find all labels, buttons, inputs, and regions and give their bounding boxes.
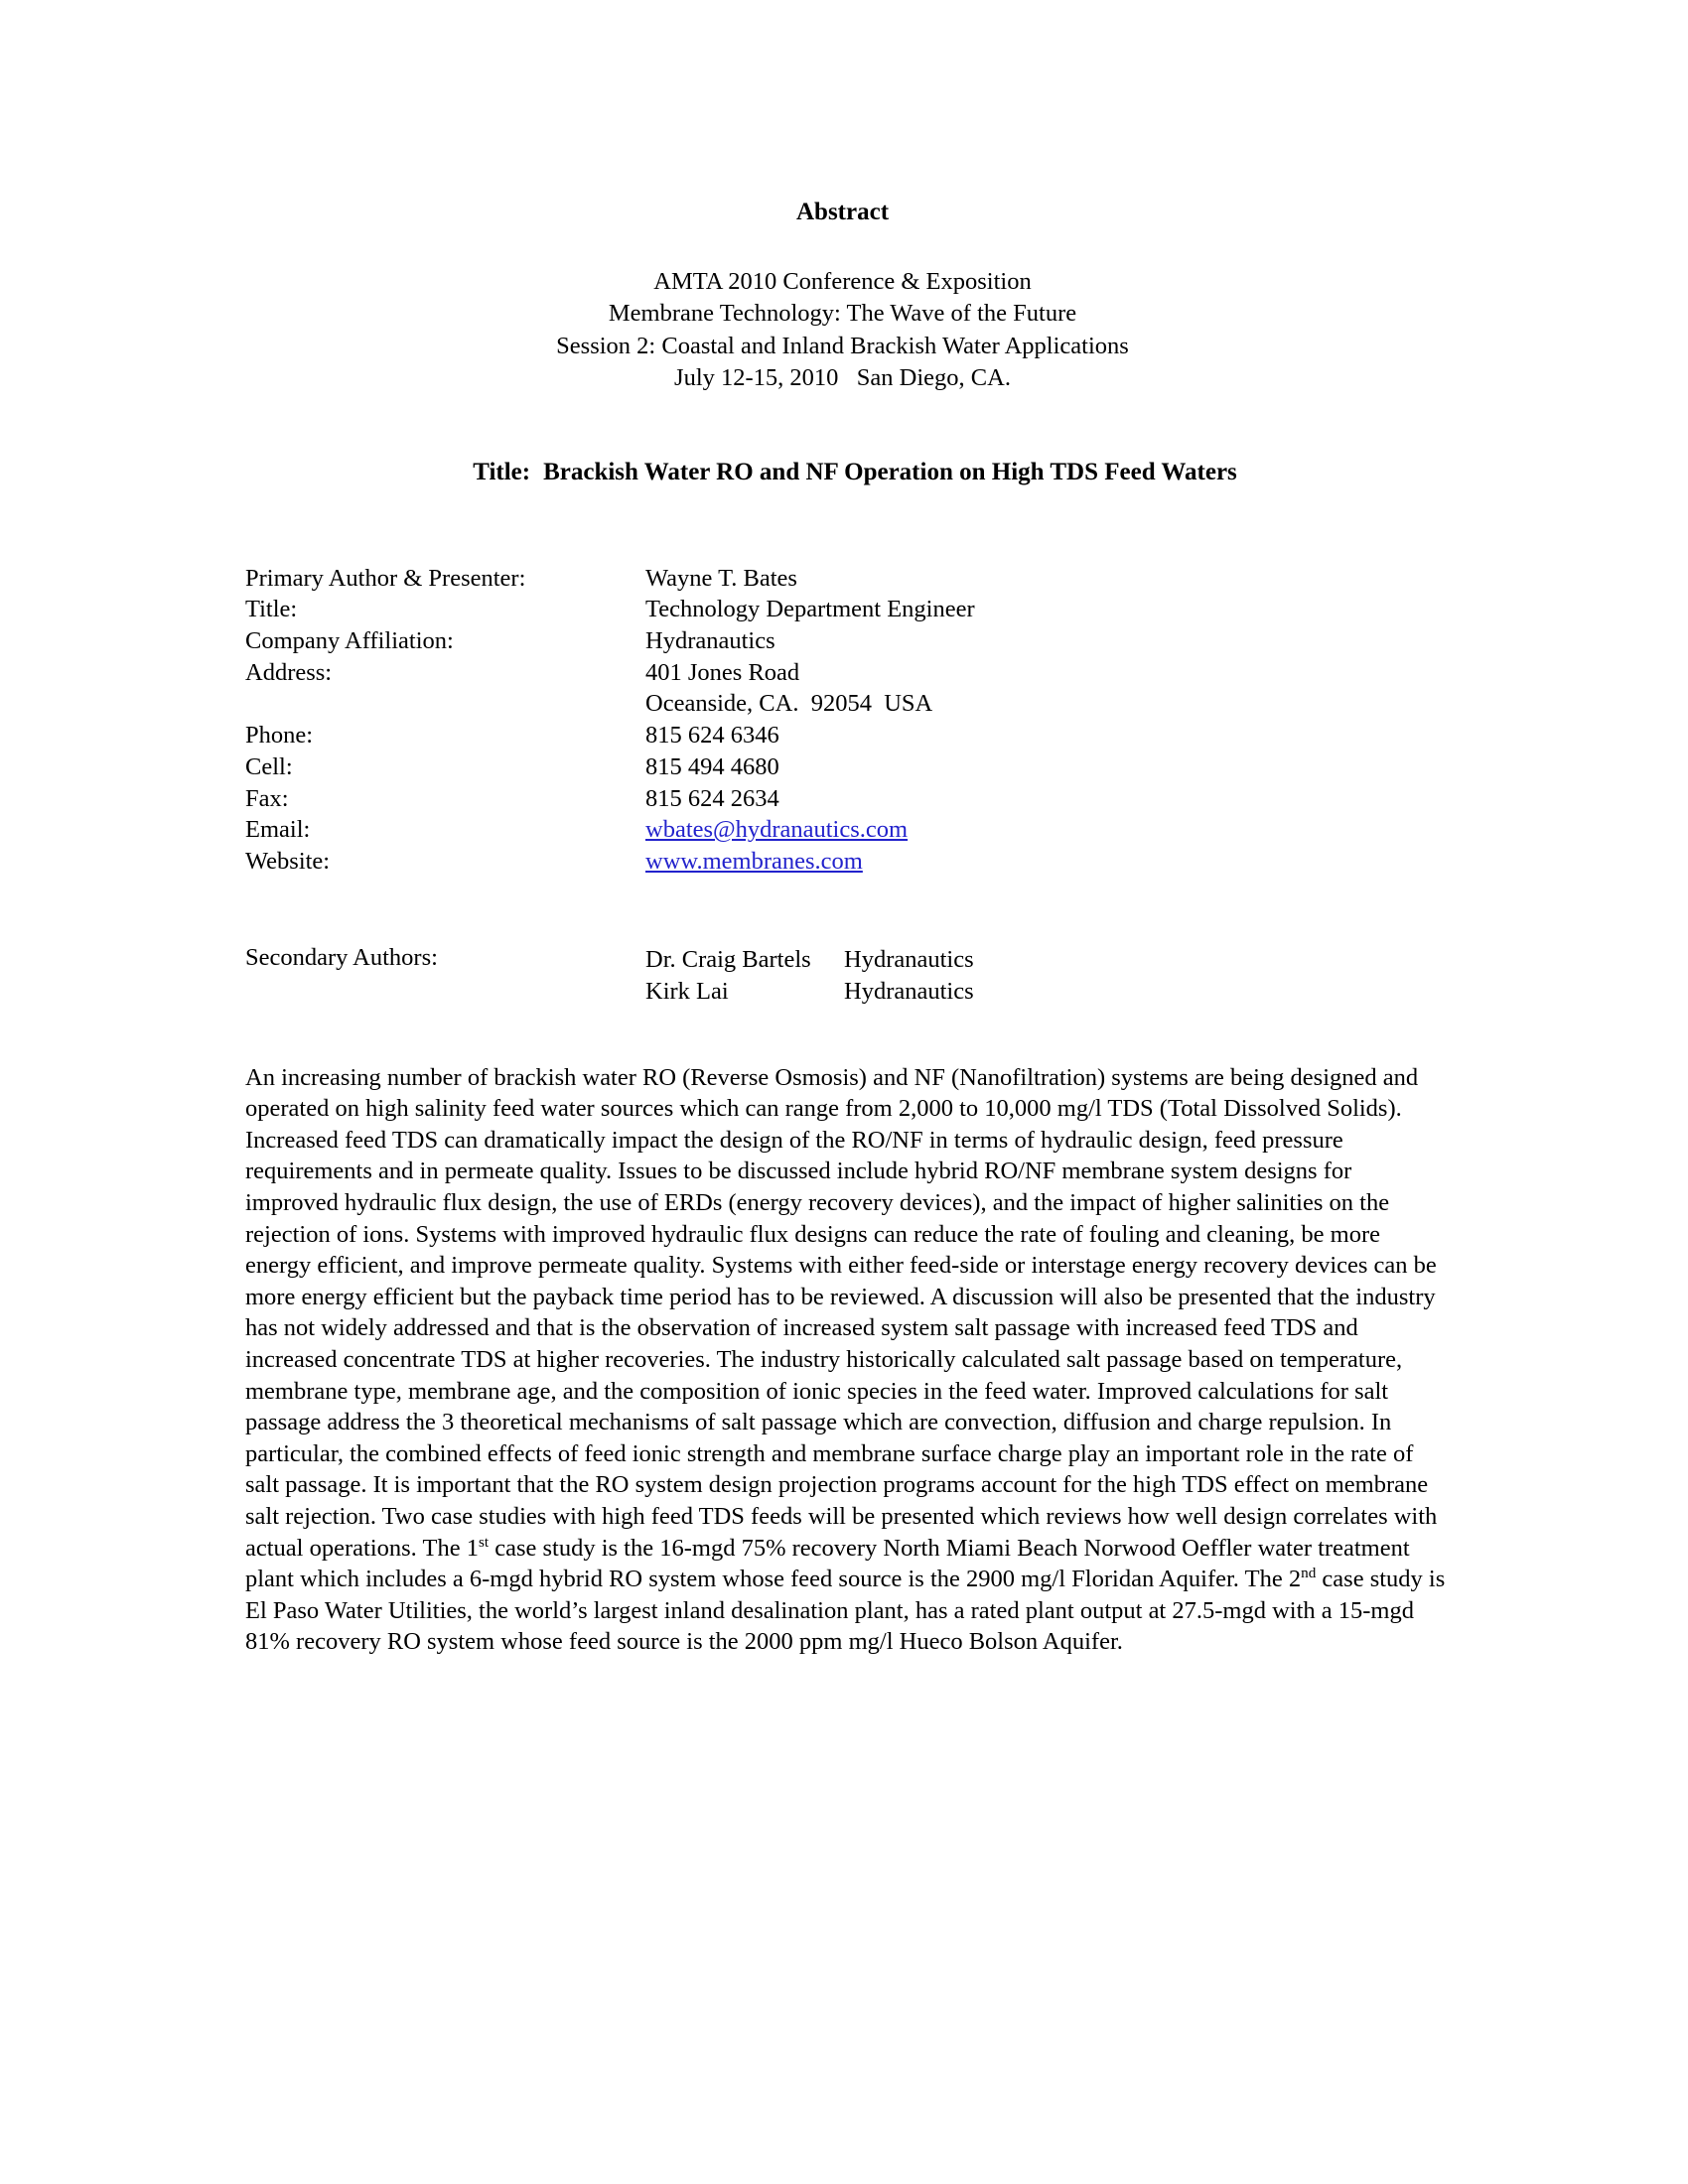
secondary-author-row	[645, 976, 974, 1008]
title-label: Title:	[473, 458, 531, 485]
abstract-text-segment: case study is the 16-mgd 75% recovery North Miami Beach Norwood Oeffler water treatment plant which includes a 6-mgd hybrid RO system whose feed source is the 2900 mg/l Floridan Aquifer. The 2	[245, 1534, 1410, 1593]
contact-value: Oceanside, CA. 92054 USA	[645, 690, 933, 718]
paper-title: Brackish Water RO and NF Operation on High TDS Feed Waters	[543, 458, 1237, 485]
email-link[interactable]: wbates@hydranautics.com	[645, 816, 909, 844]
conference-block	[245, 266, 1440, 395]
contact-label: Phone:	[245, 722, 314, 750]
secondary-authors-block	[245, 944, 1440, 1008]
conference-name: AMTA 2010 Conference & Exposition	[653, 268, 1032, 295]
contact-label: Primary Author & Presenter:	[245, 564, 526, 592]
abstract-heading: Abstract	[795, 199, 890, 225]
secondary-authors-list	[645, 944, 974, 1008]
contact-value: Hydranautics	[645, 627, 775, 655]
contact-value: Wayne T. Bates	[645, 564, 797, 592]
contact-row	[245, 783, 1440, 815]
contact-value: Technology Department Engineer	[645, 596, 975, 623]
contact-row	[245, 688, 1440, 720]
contact-value: 401 Jones Road	[645, 658, 800, 686]
conference-date-location: July 12-15, 2010 San Diego, CA.	[674, 364, 1011, 392]
contact-value: 815 624 6346	[645, 722, 779, 750]
contact-label	[245, 688, 645, 720]
contact-row	[245, 563, 1440, 595]
secondary-author-affiliation: Hydranautics	[844, 945, 974, 973]
contact-row	[245, 814, 1440, 846]
secondary-author-name: Dr. Craig Bartels	[645, 945, 811, 973]
contact-label: Fax:	[245, 784, 289, 812]
contact-row	[245, 720, 1440, 751]
contact-label: Email:	[245, 816, 311, 844]
contact-label: Company Affiliation:	[245, 627, 454, 655]
contact-block	[245, 563, 1440, 878]
contact-label: Address:	[245, 658, 333, 686]
abstract-text-segment: An increasing number of brackish water RO (Reverse Osmosis) and NF (Nanofiltration) systems are being designed and operated on high salinity feed water sources which can range from 2,000 to 10,000 mg/l TDS (Total Dissolved Solids). Increased feed TDS can dramatically impact the design of the RO/NF in terms of hydraulic design, feed pressure requirements and in permeate quality. Issues to be discussed include hybrid RO/NF membrane system designs for improved hydraulic flux design, the use of ERDs (energy recovery devices), and the impact of higher salinities on the rejection of ions. Systems with improved hydraulic flux designs can reduce the rate of fouling and cleaning, be more energy efficient, and improve permeate quality. Systems with either feed-side or interstage energy recovery devices can be more energy efficient but the payback time period has to be reviewed. A discussion will also be presented that the industry has not widely addressed and that is the observation of increased system salt passage with increased feed TDS and increased concentrate TDS at higher recoveries. The industry historically calculated salt passage based on temperature, membrane type, membrane age, and the composition of ionic species in the feed water. Improved calculations for salt passage address the 3 theoretical mechanisms of salt passage which are convection, diffusion and charge repulsion. In particular, the combined effects of feed ionic strength and membrane surface charge play an important role in the rate of salt passage. It is important that the RO system design projection programs account for the high TDS effect on membrane salt rejection. Two case studies with high feed TDS feeds will be presented which reviews how well design correlates with actual operations. The 1	[245, 1063, 1438, 1562]
abstract-text-segment: case study is El Paso Water Utilities, the world’s largest inland desalination plant, has a rated plant output at 27.5-mgd with a 15-mgd 81% recovery RO system whose feed source is the 2000 ppm mg/l Hueco Bolson Aquifer.	[245, 1566, 1446, 1656]
ordinal-superscript: st	[478, 1533, 490, 1551]
contact-row	[245, 625, 1440, 657]
contact-label: Cell:	[245, 752, 293, 780]
conference-theme: Membrane Technology: The Wave of the Future	[608, 300, 1077, 328]
conference-session: Session 2: Coastal and Inland Brackish Water Applications	[556, 332, 1129, 359]
contact-value: 815 494 4680	[645, 752, 779, 780]
contact-row	[245, 751, 1440, 783]
contact-row	[245, 657, 1440, 689]
contact-label: Website:	[245, 847, 331, 875]
secondary-authors-label: Secondary Authors:	[245, 943, 438, 971]
website-link[interactable]: www.membranes.com	[645, 847, 863, 875]
contact-row	[245, 594, 1440, 625]
contact-row	[245, 846, 1440, 878]
ordinal-superscript: nd	[1301, 1565, 1317, 1581]
secondary-author-row	[645, 944, 974, 976]
contact-value: 815 624 2634	[645, 784, 779, 812]
contact-label: Title:	[245, 596, 298, 623]
secondary-author-affiliation: Hydranautics	[844, 977, 974, 1005]
title-line	[245, 425, 1440, 520]
secondary-author-name: Kirk Lai	[645, 977, 729, 1005]
abstract-paragraph	[245, 1062, 1450, 1658]
